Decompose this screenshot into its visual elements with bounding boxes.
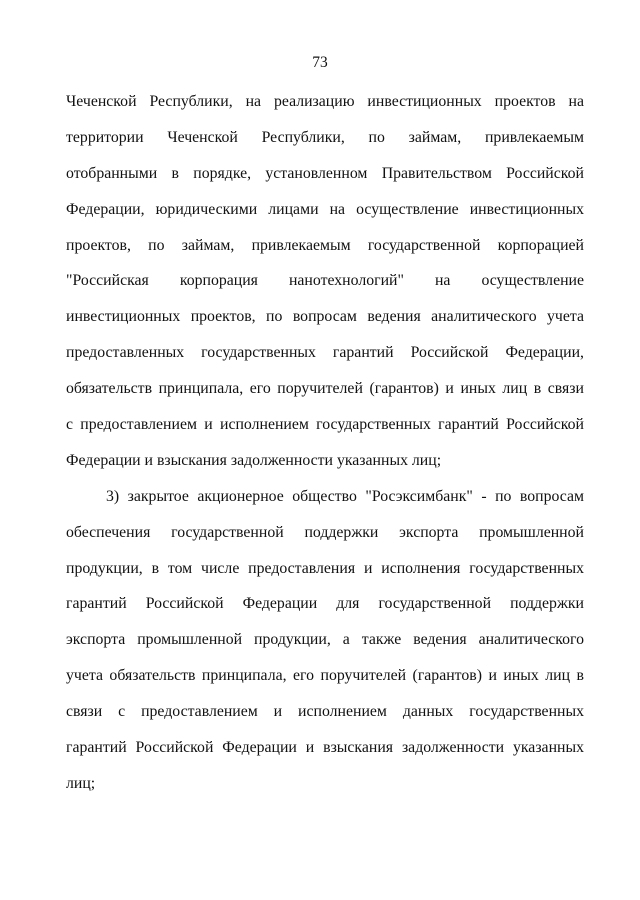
text-line: отобранными в порядке, установленном Правительством Российской <box>66 164 584 182</box>
text-line: проектов, по займам, привлекаемым государственной корпорацией <box>66 236 584 254</box>
paragraph-last-line: лиц; <box>66 774 96 792</box>
text-line: продукции, в том числе предоставления и исполнения государственных <box>66 559 584 577</box>
text-line: инвестиционных проектов, по вопросам ведения аналитического учета <box>66 308 584 326</box>
text-line: предоставленных государственных гарантий Российской Федерации, <box>66 344 584 362</box>
text-line: экспорта промышленной продукции, а также ведения аналитического <box>66 631 584 649</box>
text-line: гарантий Российской Федерации и взыскания задолженности указанных <box>66 739 584 757</box>
paragraph-first-line: 3) закрытое акционерное общество "Росэксимбанк" - по вопросам <box>106 487 584 505</box>
text-line: с предоставлением и исполнением государственных гарантий Российской <box>66 416 584 434</box>
text-line: обязательств принципала, его поручителей (гарантов) и иных лиц в связи <box>66 380 584 398</box>
paragraph-last-line: Федерации и взыскания задолженности указанных лиц; <box>66 451 442 469</box>
text-line: "Российская корпорация нанотехнологий" на осуществление <box>66 272 584 290</box>
document-body <box>66 91 584 809</box>
text-line: Федерации, юридическими лицами на осуществление инвестиционных <box>66 200 584 218</box>
page-number: 73 <box>312 54 328 71</box>
text-line: связи с предоставлением и исполнением данных государственных <box>66 703 584 721</box>
text-line: гарантий Российской Федерации для государственной поддержки <box>66 595 584 613</box>
text-line: Чеченской Республики, на реализацию инвестиционных проектов на <box>66 93 584 110</box>
text-line: территории Чеченской Республики, по займам, привлекаемым <box>66 128 584 146</box>
text-line: учета обязательств принципала, его поручителей (гарантов) и иных лиц в <box>66 667 584 685</box>
text-line: обеспечения государственной поддержки экспорта промышленной <box>66 523 584 541</box>
